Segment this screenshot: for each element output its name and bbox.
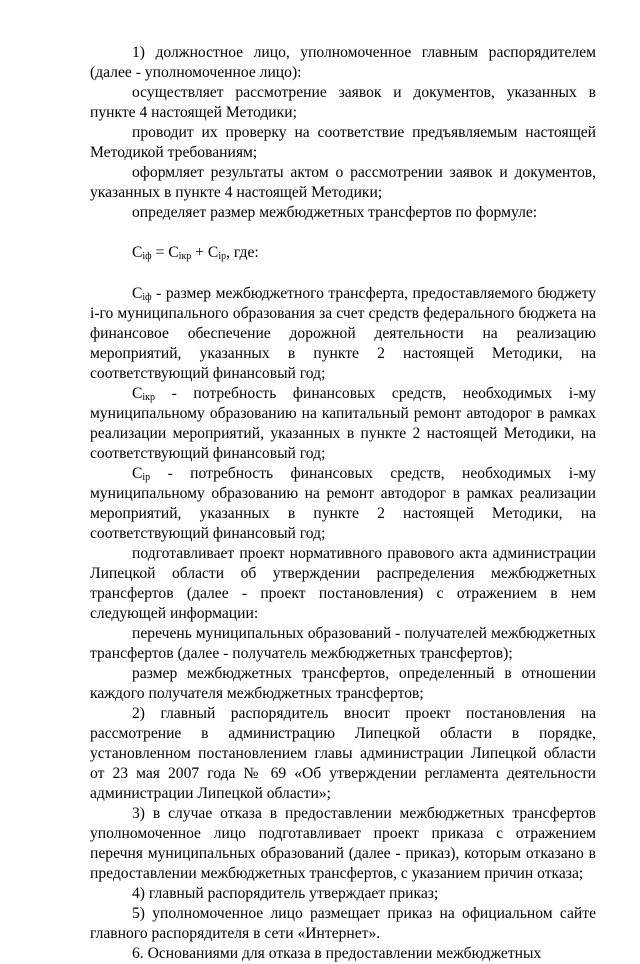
paragraph-draft-resolution: подготавливает проект нормативного правового акта администрации Липецкой области об утверждении распределения межбюджетных трансфертов (далее - проект постановления) с отражением в нем следующей информации: <box>90 545 596 622</box>
definition-c-ir <box>90 464 596 544</box>
paragraph-transfer-amount: размер межбюджетных трансфертов, определенный в отношении каждого получателя межбюджетных трансфертов; <box>90 665 596 702</box>
definition-text: - размер межбюджетного трансферта, предоставляемого бюджету i-го муниципального образования за счет средств федерального бюджета на финансовое обеспечение дорожной деятельности на реализацию мероприятий, указанных в пункте 2 настоящей Методики, на соответствующий финансовый год; <box>90 285 596 382</box>
paragraph-item-5: 5) уполномоченное лицо размещает приказ на официальном сайте главного распорядителя в сети «Интернет». <box>90 905 596 942</box>
paragraph-review-act: оформляет результаты актом о рассмотрении заявок и документов, указанных в пункте 4 настоящей Методики; <box>90 164 596 201</box>
formula-sub-ir: iр <box>218 251 227 262</box>
definition-text: - потребность финансовых средств, необходимых i-му муниципальному образованию на капитальный ремонт автодорог в рамках реализации мероприятий, указанных в пункте 2 настоящей Методики, на соответствующий финансовый год; <box>90 385 596 462</box>
definition-c-if <box>90 284 596 384</box>
definition-subscript: iкр <box>142 392 156 403</box>
definition-symbol: C <box>132 285 143 302</box>
formula-sub-ikr: iкр <box>178 251 192 262</box>
definition-subscript: iф <box>142 292 152 303</box>
paragraph-item-4: 4) главный распорядитель утверждает приказ; <box>132 885 439 902</box>
paragraph-recipients-list: перечень муниципальных образований - получателей межбюджетных трансфертов (далее - получатель межбюджетных трансфертов); <box>90 625 596 662</box>
paragraph-formula-intro: определяет размер межбюджетных трансфертов по формуле: <box>132 204 538 221</box>
definition-symbol: C <box>132 465 143 482</box>
formula-c-if: C <box>132 244 143 261</box>
paragraph-verification: проводит их проверку на соответствие предъявляемым настоящей Методикой требованиям; <box>90 124 596 161</box>
definition-symbol: C <box>132 385 143 402</box>
formula-where: , где: <box>226 244 259 261</box>
formula <box>90 243 596 263</box>
definition-c-ikr <box>90 384 596 464</box>
formula-c-ikr: C <box>168 244 179 261</box>
formula-sub-if: iф <box>142 251 152 262</box>
paragraph-item-6: 6. Основаниями для отказа в предоставлении межбюджетных <box>132 945 542 962</box>
document-body <box>90 43 596 964</box>
paragraph-review-applications: осуществляет рассмотрение заявок и документов, указанных в пункте 4 настоящей Методики; <box>90 84 596 121</box>
formula-equals: = <box>151 244 169 261</box>
formula-c-ir: C <box>207 244 219 261</box>
formula-plus: + <box>191 244 208 261</box>
definition-subscript: iр <box>142 472 151 483</box>
definition-text: - потребность финансовых средств, необходимых i-му муниципальному образованию на ремонт автодорог в рамках реализации мероприятий, указанных в пункте 2 настоящей Методики, на соответствующий финансовый год; <box>90 465 596 542</box>
paragraph-authorized-person: 1) должностное лицо, уполномоченное главным распорядителем (далее - уполномоченное лицо): <box>90 44 596 81</box>
paragraph-item-3: 3) в случае отказа в предоставлении межбюджетных трансфертов уполномоченное лицо подготавливает проект приказа с отражением перечня муниципальных образований (далее - приказ), которым отказано в предоставлении межбюджетных трансфертов, с указанием причин отказа; <box>90 805 596 882</box>
paragraph-item-2: 2) главный распорядитель вносит проект постановления на рассмотрение в администрацию Липецкой области в порядке, установленном постановлением главы администрации Липецкой области от 23 мая 2007 года № 69 «Об утверждении регламента деятельности администрации Липецкой области»; <box>90 705 596 802</box>
